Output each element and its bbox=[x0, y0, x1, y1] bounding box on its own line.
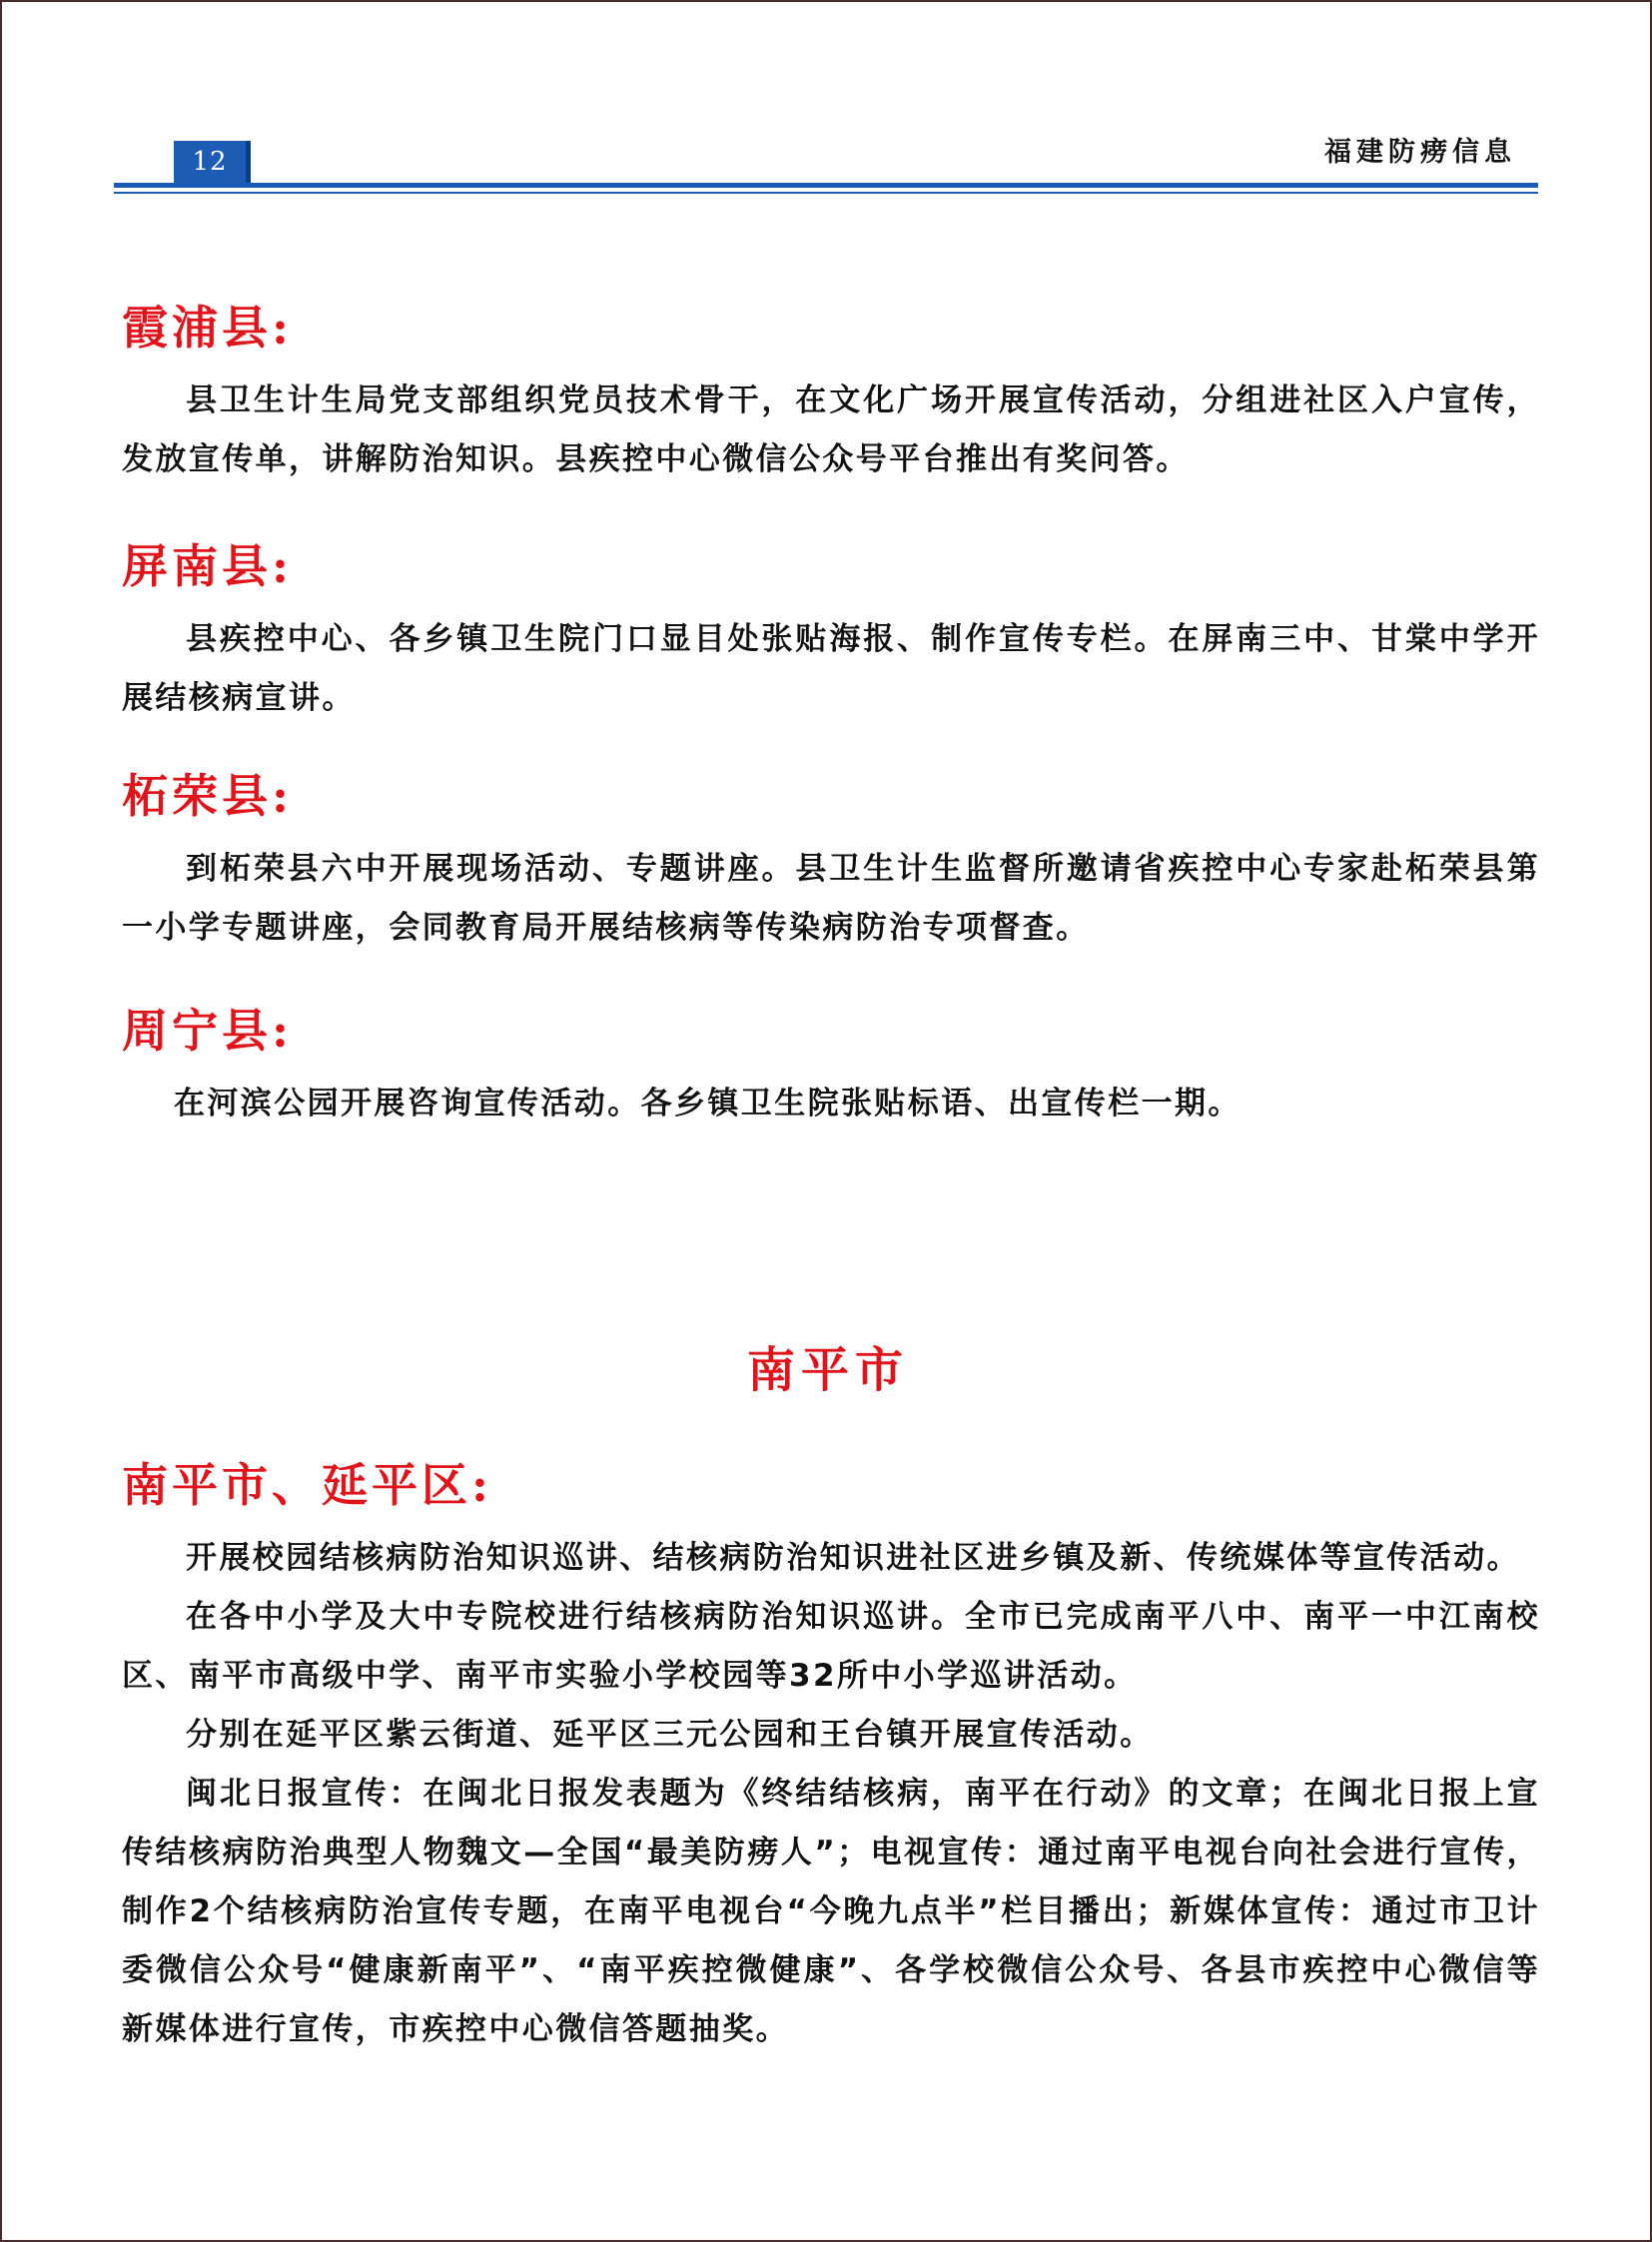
section-paragraph: 县疾控中心、各乡镇卫生院门口显目处张贴海报、制作宣传专栏。在屏南三中、甘棠中学开展结核病宣讲。 bbox=[122, 621, 1540, 716]
section-heading: 南平市、延平区: bbox=[122, 1458, 492, 1512]
page-number: 12 bbox=[192, 147, 228, 177]
section-heading: 霞浦县: bbox=[122, 301, 293, 355]
header-rule bbox=[114, 183, 1538, 188]
section-paragraph: 在各中小学及大中专院校进行结核病防治知识巡讲。全市已完成南平八中、南平一中江南校区、南平市高级中学、南平市实验小学校园等32所中小学巡讲活动。 bbox=[122, 1599, 1540, 1694]
page-number-badge bbox=[174, 141, 251, 183]
section-heading: 屏南县: bbox=[122, 539, 293, 593]
header-rule-thin bbox=[114, 192, 1538, 194]
section-heading: 周宁县: bbox=[122, 1004, 293, 1058]
section-paragraph: 分别在延平区紫云街道、延平区三元公园和王台镇开展宣传活动。 bbox=[186, 1717, 1154, 1753]
section-nanping-yanping bbox=[122, 1455, 1540, 2059]
publication-title: 福建防痨信息 bbox=[1324, 137, 1516, 168]
section-zherong bbox=[122, 766, 1540, 958]
section-paragraph: 县卫生计生局党支部组织党员技术骨干，在文化广场开展宣传活动，分组进社区入户宣传，发放宣传单，讲解防治知识。县疾控中心微信公众号平台推出有奖问答。 bbox=[122, 382, 1540, 477]
section-paragraph: 到柘荣县六中开展现场活动、专题讲座。县卫生计生监督所邀请省疾控中心专家赴柘荣县第一小学专题讲座，会同教育局开展结核病等传染病防治专项督查。 bbox=[122, 851, 1540, 946]
section-paragraph: 在河滨公园开展咨询宣传活动。各乡镇卫生院张贴标语、出宣传栏一期。 bbox=[174, 1086, 1241, 1121]
section-paragraph: 开展校园结核病防治知识巡讲、结核病防治知识进社区进乡镇及新、传统媒体等宣传活动。 bbox=[186, 1540, 1520, 1576]
section-xiapu bbox=[122, 298, 1540, 489]
section-zhouning bbox=[122, 1001, 1540, 1133]
city-title: 南平市 bbox=[746, 1342, 909, 1398]
section-heading: 柘荣县: bbox=[122, 769, 293, 823]
section-paragraph: 闽北日报宣传：在闽北日报发表题为《终结结核病，南平在行动》的文章；在闽北日报上宣传结核病防治典型人物魏文—全国“最美防痨人”；电视宣传：通过南平电视台向社会进行宣传，制作2个结核病防治宣传专题，在南平电视台“今晚九点半”栏目播出；新媒体宣传：通过市卫计委微信公众号“健康新南平”、“南平疾控微健康”、各学校微信公众号、各县市疾控中心微信等新媒体进行宣传，市疾控中心微信答题抽奖。 bbox=[122, 1776, 1540, 2047]
section-pingnan bbox=[122, 536, 1540, 728]
